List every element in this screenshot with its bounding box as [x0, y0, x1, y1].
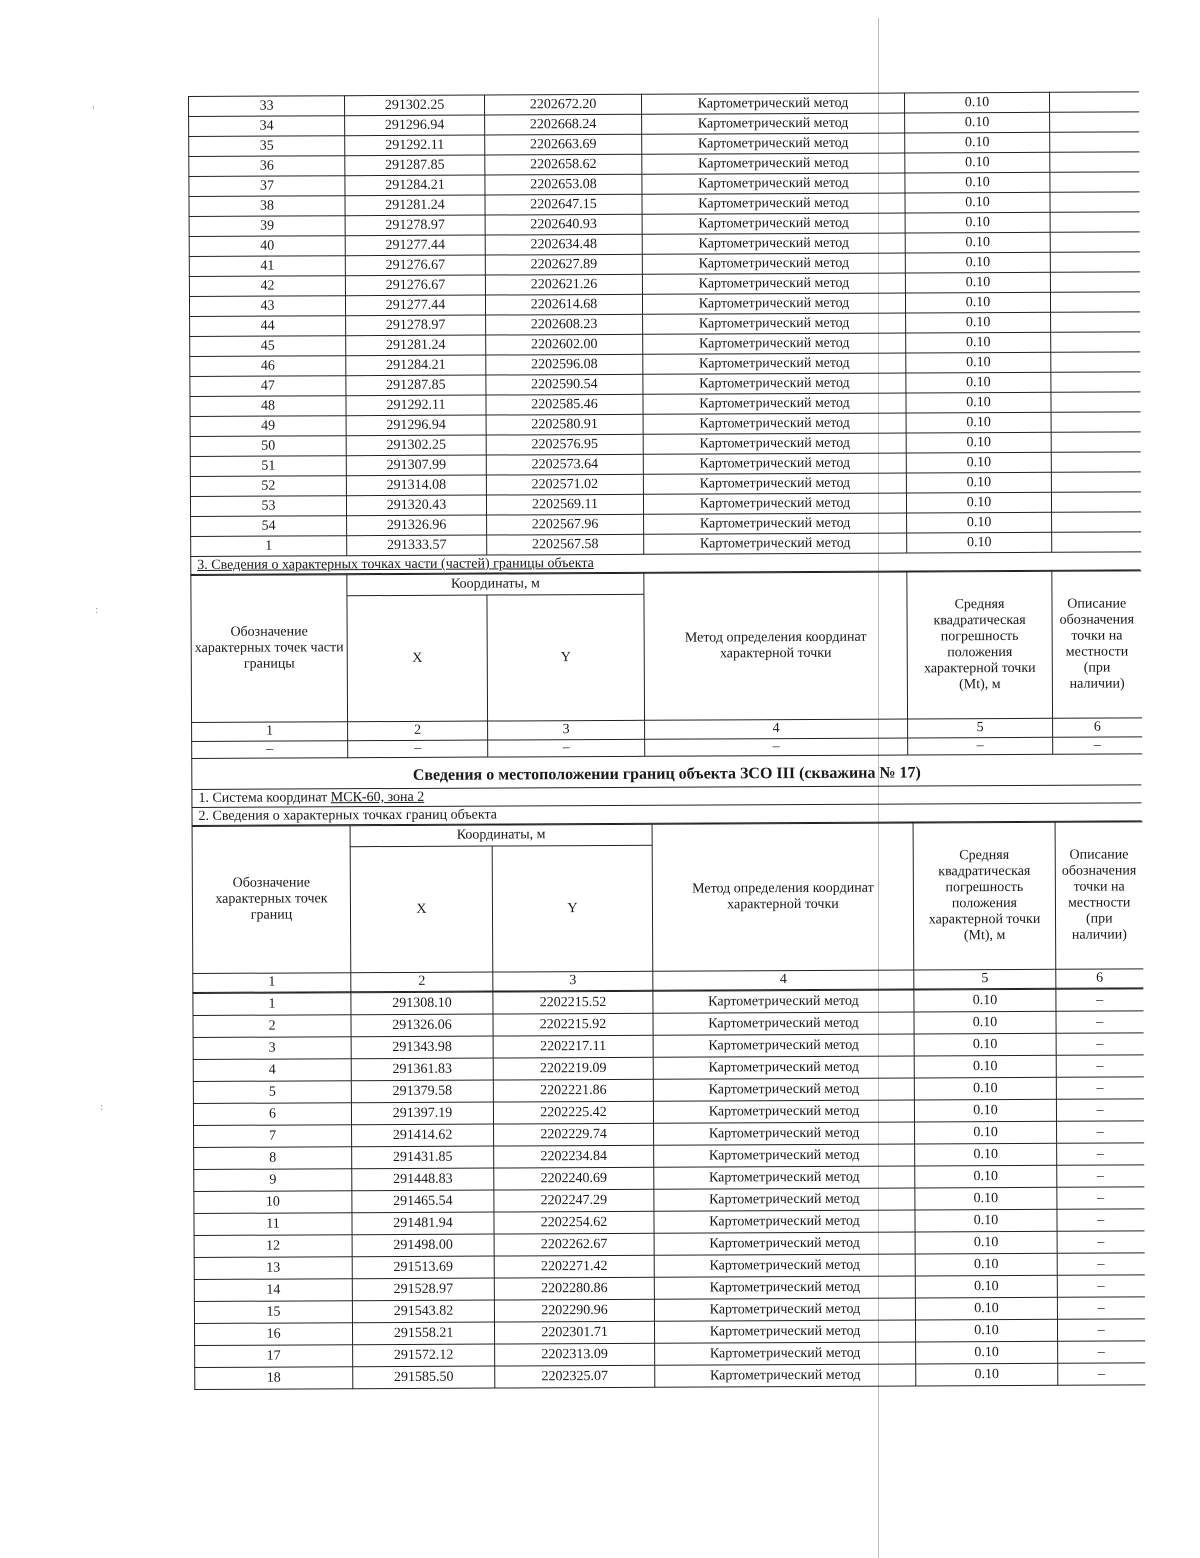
coordinate-x: 291287.85	[346, 375, 486, 396]
precision-cell: 0.10	[906, 372, 1051, 393]
precision-cell: 0.10	[916, 1341, 1058, 1364]
description-cell	[1051, 352, 1140, 372]
precision-cell: 0.10	[915, 1253, 1057, 1276]
coordinate-x: 291308.10	[351, 992, 493, 1015]
precision-cell: 0.10	[915, 1231, 1057, 1254]
description-cell	[1051, 492, 1140, 512]
coordinate-y: 2202573.64	[486, 454, 643, 475]
description-cell	[1050, 172, 1139, 192]
method-cell: Картометрический метод	[642, 193, 905, 214]
description-cell: –	[1056, 1077, 1143, 1099]
method-cell: Картометрический метод	[643, 453, 906, 474]
coordinate-y: 2202234.84	[494, 1145, 654, 1168]
method-cell: Картометрический метод	[642, 293, 905, 314]
method-cell: Картометрический метод	[654, 1254, 915, 1277]
precision-cell: 0.10	[906, 392, 1051, 413]
header-precision: Средняя квадратическая погрешность положения характерной точки (Mt), м	[907, 571, 1053, 719]
description-cell	[1051, 432, 1140, 452]
coordinate-y: 2202215.92	[493, 1013, 653, 1036]
coordinate-y: 2202229.74	[494, 1123, 654, 1146]
header-description: Описание обозначения точки на местности (при наличии)	[1055, 822, 1143, 969]
header-description: Описание обозначения точки на местности (при наличии)	[1052, 571, 1142, 718]
precision-cell: 0.10	[905, 152, 1050, 173]
description-cell: –	[1057, 1253, 1144, 1275]
description-cell: –	[1057, 1275, 1144, 1297]
method-cell: Картометрический метод	[642, 153, 905, 174]
coordinate-x: 291448.83	[352, 1168, 494, 1191]
coordinate-x: 291278.97	[346, 315, 486, 336]
coordinate-x: 291320.43	[346, 495, 486, 516]
description-cell	[1051, 372, 1140, 392]
point-number: 11	[194, 1213, 352, 1236]
point-number: 48	[190, 396, 346, 417]
description-cell	[1050, 152, 1139, 172]
empty-dash: –	[908, 737, 1053, 755]
column-number: 5	[908, 718, 1053, 738]
point-number: 1	[193, 993, 351, 1016]
column-number: 3	[488, 720, 645, 740]
precision-cell: 0.10	[905, 292, 1050, 313]
coordinates-table-continued	[188, 91, 1141, 557]
description-cell: –	[1057, 1231, 1144, 1253]
coordinate-x: 291361.83	[351, 1058, 493, 1081]
precision-cell: 0.10	[914, 1033, 1056, 1056]
coordinate-x: 291277.44	[345, 235, 485, 256]
coordinate-y: 2202290.96	[494, 1299, 654, 1322]
precision-cell: 0.10	[915, 1297, 1057, 1320]
coordinate-x: 291276.67	[345, 275, 485, 296]
point-number: 34	[189, 116, 345, 137]
precision-cell: 0.10	[905, 172, 1050, 193]
description-cell	[1051, 412, 1140, 432]
scan-artifact-mark: :	[100, 1102, 104, 1113]
precision-cell: 0.10	[906, 492, 1051, 513]
precision-cell: 0.10	[906, 472, 1051, 493]
coordinate-x: 291292.11	[345, 135, 485, 156]
description-cell	[1051, 332, 1140, 352]
column-number: 3	[493, 971, 653, 991]
section-3-heading: 3. Сведения о характерных точках части (частей) границы объекта	[190, 552, 1140, 575]
coordinate-y: 2202634.48	[485, 234, 642, 255]
precision-cell: 0.10	[905, 132, 1050, 153]
method-cell: Картометрический метод	[654, 1276, 915, 1299]
coordinate-x: 291558.21	[352, 1322, 494, 1345]
coordinate-y: 2202217.11	[493, 1035, 653, 1058]
precision-cell: 0.10	[905, 252, 1050, 273]
method-cell: Картометрический метод	[653, 1034, 914, 1057]
header-x: X	[350, 846, 493, 973]
point-number: 45	[190, 336, 346, 357]
point-number: 36	[189, 156, 345, 177]
method-cell: Картометрический метод	[643, 353, 906, 374]
coordinate-x: 291302.25	[346, 435, 486, 456]
coordinate-x: 291498.00	[352, 1234, 494, 1257]
coordinate-y: 2202313.09	[495, 1343, 655, 1366]
precision-cell: 0.10	[915, 1209, 1057, 1232]
coordinate-x: 291513.69	[352, 1256, 494, 1279]
method-cell: Картометрический метод	[655, 1364, 916, 1387]
precision-cell: 0.10	[907, 532, 1052, 553]
header-coordinates: Координаты, м	[347, 573, 644, 595]
header-method: Метод определения координат характерной точки	[644, 572, 908, 720]
coordinate-x: 291284.21	[345, 175, 485, 196]
precision-cell: 0.10	[914, 989, 1056, 1012]
empty-dash: –	[348, 740, 488, 758]
method-cell: Картометрический метод	[643, 413, 906, 434]
coordinate-x: 291292.11	[346, 395, 486, 416]
point-number: 33	[189, 96, 345, 117]
header-coordinates: Координаты, м	[350, 824, 652, 846]
point-number: 54	[191, 516, 347, 537]
point-number: 44	[190, 316, 346, 337]
coordinate-y: 2202614.68	[485, 294, 642, 315]
header-y: Y	[487, 594, 645, 721]
coordinate-x: 291281.24	[345, 195, 485, 216]
description-cell: –	[1057, 1143, 1144, 1165]
precision-cell: 0.10	[905, 192, 1050, 213]
coordinate-y: 2202627.89	[485, 254, 642, 275]
coordinate-x: 291277.44	[345, 295, 485, 316]
point-number: 47	[190, 376, 346, 397]
description-cell	[1050, 132, 1139, 152]
point-number: 50	[190, 436, 346, 457]
coordinate-x: 291326.06	[351, 1014, 493, 1037]
column-number: 4	[653, 970, 914, 990]
method-cell: Картометрический метод	[654, 1232, 915, 1255]
coordinate-x: 291296.94	[346, 415, 486, 436]
coordinate-y: 2202254.62	[494, 1211, 654, 1234]
method-cell: Картометрический метод	[654, 1210, 915, 1233]
method-cell: Картометрический метод	[643, 373, 906, 394]
scan-artifact-mark: :	[95, 605, 99, 616]
precision-cell: 0.10	[907, 512, 1052, 533]
coordinate-x: 291278.97	[345, 215, 485, 236]
point-number: 35	[189, 136, 345, 157]
method-cell: Картометрический метод	[642, 253, 905, 274]
header-y: Y	[492, 845, 653, 972]
scan-artifact-mark: '	[92, 105, 95, 116]
point-number: 8	[194, 1147, 352, 1170]
precision-cell: 0.10	[915, 1121, 1057, 1144]
coordinate-y: 2202621.26	[485, 274, 642, 295]
point-number: 6	[193, 1103, 351, 1126]
precision-cell: 0.10	[914, 1099, 1056, 1122]
coordinate-y: 2202225.42	[493, 1101, 653, 1124]
method-cell: Картометрический метод	[643, 333, 906, 354]
coordinate-x: 291314.08	[346, 475, 486, 496]
precision-cell: 0.10	[914, 1011, 1056, 1034]
method-cell: Картометрический метод	[642, 273, 905, 294]
description-cell: –	[1057, 1209, 1144, 1231]
description-cell: –	[1056, 1055, 1143, 1077]
point-number: 7	[194, 1125, 352, 1148]
empty-dash: –	[645, 738, 908, 756]
coordinate-y: 2202608.23	[486, 314, 643, 335]
coordinate-system-value: МСК-60, зона 2	[330, 789, 425, 806]
precision-cell: 0.10	[905, 272, 1050, 293]
method-cell: Картометрический метод	[653, 1012, 914, 1035]
description-cell: –	[1057, 1297, 1144, 1319]
method-cell: Картометрический метод	[654, 1166, 915, 1189]
coordinate-x: 291284.21	[346, 355, 486, 376]
description-cell	[1050, 232, 1139, 252]
point-number: 51	[190, 456, 346, 477]
precision-cell: 0.10	[904, 92, 1049, 113]
header-method: Метод определения координат характерной точки	[652, 823, 914, 971]
column-number: 2	[348, 721, 488, 741]
coordinate-y: 2202580.91	[486, 414, 643, 435]
method-cell: Картометрический метод	[653, 1056, 914, 1079]
point-number: 4	[193, 1059, 351, 1082]
description-cell	[1052, 512, 1141, 532]
zso-title: Сведения о местоположении границ объекта ЗСО III (скважина № 17)	[191, 754, 1141, 790]
method-cell: Картометрический метод	[643, 473, 906, 494]
column-number: 6	[1056, 969, 1143, 988]
header-point-designation: Обозначение характерных точек части границы	[191, 575, 348, 723]
coordinate-x: 291414.62	[352, 1124, 494, 1147]
method-cell: Картометрический метод	[654, 1144, 915, 1167]
method-cell: Картометрический метод	[642, 133, 905, 154]
description-cell	[1051, 392, 1140, 412]
method-cell: Картометрический метод	[655, 1342, 916, 1365]
coordinate-y: 2202596.08	[486, 354, 643, 375]
method-cell: Картометрический метод	[642, 113, 905, 134]
point-number: 37	[189, 176, 345, 197]
precision-cell: 0.10	[915, 1165, 1057, 1188]
point-number: 38	[189, 196, 345, 217]
precision-cell: 0.10	[914, 1055, 1056, 1078]
precision-cell: 0.10	[906, 352, 1051, 373]
method-cell: Картометрический метод	[643, 493, 906, 514]
precision-cell: 0.10	[915, 1143, 1057, 1166]
coordinate-x: 291343.98	[351, 1036, 493, 1059]
coordinate-y: 2202301.71	[494, 1321, 654, 1344]
coordinate-x: 291431.85	[352, 1146, 494, 1169]
points-heading: 2. Сведения о характерных точках границ объекта	[191, 803, 1141, 826]
coordinate-y: 2202663.69	[485, 134, 642, 155]
point-number: 49	[190, 416, 346, 437]
coordinate-y: 2202602.00	[486, 334, 643, 355]
coordinate-y: 2202668.24	[485, 114, 642, 135]
coordinate-y: 2202215.52	[493, 991, 653, 1014]
zso-points-table	[192, 988, 1144, 1390]
description-cell: –	[1057, 1187, 1144, 1209]
coordinate-x: 291302.25	[345, 95, 485, 116]
method-cell: Картометрический метод	[643, 393, 906, 414]
coordinate-y: 2202653.08	[485, 174, 642, 195]
description-cell: –	[1058, 1363, 1145, 1385]
column-number: 4	[645, 719, 908, 739]
zso-points-table-header	[192, 821, 1143, 993]
column-number: 2	[351, 972, 493, 992]
method-cell: Картометрический метод	[641, 93, 904, 114]
coordinate-x: 291543.82	[352, 1300, 494, 1323]
coordinate-y: 2202567.96	[487, 514, 644, 535]
point-number: 16	[194, 1323, 352, 1346]
coordinate-x: 291465.54	[352, 1190, 494, 1213]
description-cell	[1050, 272, 1139, 292]
point-number: 39	[189, 216, 345, 237]
description-cell: –	[1056, 1011, 1143, 1033]
coordinate-x: 291281.24	[346, 335, 486, 356]
description-cell: –	[1057, 1121, 1144, 1143]
coordinate-x: 291379.58	[351, 1080, 493, 1103]
description-cell: –	[1056, 1033, 1143, 1055]
precision-cell: 0.10	[906, 412, 1051, 433]
precision-cell: 0.10	[915, 1187, 1057, 1210]
coordinate-y: 2202262.67	[494, 1233, 654, 1256]
precision-cell: 0.10	[906, 452, 1051, 473]
coordinate-y: 2202672.20	[484, 94, 641, 115]
table-row	[195, 1363, 1145, 1390]
coordinate-x: 291572.12	[353, 1344, 495, 1367]
precision-cell: 0.10	[916, 1363, 1058, 1386]
point-number: 53	[190, 496, 346, 517]
coordinate-x: 291276.67	[345, 255, 485, 276]
point-number: 43	[189, 296, 345, 317]
point-number: 14	[194, 1279, 352, 1302]
method-cell: Картометрический метод	[643, 313, 906, 334]
precision-cell: 0.10	[906, 332, 1051, 353]
description-cell: –	[1056, 1099, 1143, 1121]
point-number: 5	[193, 1081, 351, 1104]
description-cell: –	[1057, 1319, 1144, 1341]
header-x: X	[347, 595, 488, 722]
coordinate-y: 2202590.54	[486, 374, 643, 395]
coordinate-x: 291296.94	[345, 115, 485, 136]
method-cell: Картометрический метод	[654, 1122, 915, 1145]
coordinate-y: 2202221.86	[493, 1079, 653, 1102]
header-precision: Средняя квадратическая погрешность положения характерной точки (Mt), м	[913, 822, 1056, 970]
column-number: 1	[192, 722, 348, 742]
point-number: 15	[194, 1301, 352, 1324]
description-cell	[1051, 312, 1140, 332]
point-number: 42	[189, 276, 345, 297]
point-number: 40	[189, 236, 345, 257]
method-cell: Картометрический метод	[642, 173, 905, 194]
coordinate-x: 291287.85	[345, 155, 485, 176]
coordinate-y: 2202647.15	[485, 194, 642, 215]
point-number: 17	[195, 1345, 353, 1368]
coordinate-x: 291397.19	[351, 1102, 493, 1125]
coordinate-y: 2202569.11	[486, 494, 643, 515]
column-number: 6	[1053, 718, 1142, 737]
point-number: 12	[194, 1235, 352, 1258]
description-cell: –	[1056, 989, 1143, 1011]
coordinate-y: 2202240.69	[494, 1167, 654, 1190]
description-cell	[1051, 472, 1140, 492]
coordinate-x: 291307.99	[346, 455, 486, 476]
coordinate-system-line: 1. Система координат МСК-60, зона 2	[191, 785, 1141, 808]
method-cell: Картометрический метод	[644, 533, 907, 554]
coordinate-x: 291333.57	[347, 535, 487, 556]
method-cell: Картометрический метод	[642, 233, 905, 254]
method-cell: Картометрический метод	[653, 1078, 914, 1101]
point-number: 52	[190, 476, 346, 497]
point-number: 41	[189, 256, 345, 277]
coordinate-y: 2202567.58	[487, 534, 644, 555]
method-cell: Картометрический метод	[642, 213, 905, 234]
description-cell	[1050, 192, 1139, 212]
coordinate-x: 291326.96	[347, 515, 487, 536]
precision-cell: 0.10	[906, 312, 1051, 333]
document-page	[188, 91, 1144, 1390]
description-cell	[1049, 92, 1138, 112]
precision-cell: 0.10	[905, 212, 1050, 233]
coordinate-y: 2202280.86	[494, 1277, 654, 1300]
point-number: 18	[195, 1367, 353, 1390]
description-cell	[1051, 452, 1140, 472]
coordinate-y: 2202576.95	[486, 434, 643, 455]
coordinate-y: 2202325.07	[495, 1365, 655, 1388]
point-number: 2	[193, 1015, 351, 1038]
description-cell: –	[1057, 1165, 1144, 1187]
point-number: 13	[194, 1257, 352, 1280]
coordinate-x: 291528.97	[352, 1278, 494, 1301]
description-cell	[1050, 212, 1139, 232]
column-number: 5	[914, 969, 1056, 989]
description-cell	[1050, 252, 1139, 272]
column-number: 1	[193, 973, 351, 993]
coordinate-x: 291585.50	[353, 1366, 495, 1389]
method-cell: Картометрический метод	[644, 513, 907, 534]
precision-cell: 0.10	[906, 432, 1051, 453]
method-cell: Картометрический метод	[654, 1298, 915, 1321]
point-number: 10	[194, 1191, 352, 1214]
description-cell	[1050, 292, 1139, 312]
precision-cell: 0.10	[905, 232, 1050, 253]
method-cell: Картометрический метод	[653, 990, 914, 1013]
coordinate-y: 2202271.42	[494, 1255, 654, 1278]
empty-dash: –	[1053, 737, 1142, 754]
precision-cell: 0.10	[915, 1275, 1057, 1298]
part-boundary-table	[190, 570, 1141, 759]
method-cell: Картометрический метод	[654, 1188, 915, 1211]
coordinate-y: 2202640.93	[485, 214, 642, 235]
method-cell: Картометрический метод	[643, 433, 906, 454]
coordinate-y: 2202247.29	[494, 1189, 654, 1212]
coordinate-y: 2202585.46	[486, 394, 643, 415]
precision-cell: 0.10	[915, 1319, 1057, 1342]
empty-dash: –	[488, 739, 645, 757]
coordinate-y: 2202219.09	[493, 1057, 653, 1080]
description-cell	[1052, 532, 1141, 552]
point-number: 9	[194, 1169, 352, 1192]
header-point-designation: Обозначение характерных точек границ	[192, 826, 351, 974]
point-number: 46	[190, 356, 346, 377]
method-cell: Картометрический метод	[654, 1320, 915, 1343]
point-number: 3	[193, 1037, 351, 1060]
method-cell: Картометрический метод	[653, 1100, 914, 1123]
point-number: 1	[191, 536, 347, 557]
precision-cell: 0.10	[905, 112, 1050, 133]
empty-dash: –	[192, 741, 348, 759]
description-cell: –	[1058, 1341, 1145, 1363]
description-cell	[1050, 112, 1139, 132]
coordinate-y: 2202658.62	[485, 154, 642, 175]
precision-cell: 0.10	[914, 1077, 1056, 1100]
coordinate-y: 2202571.02	[486, 474, 643, 495]
coordinate-x: 291481.94	[352, 1212, 494, 1235]
